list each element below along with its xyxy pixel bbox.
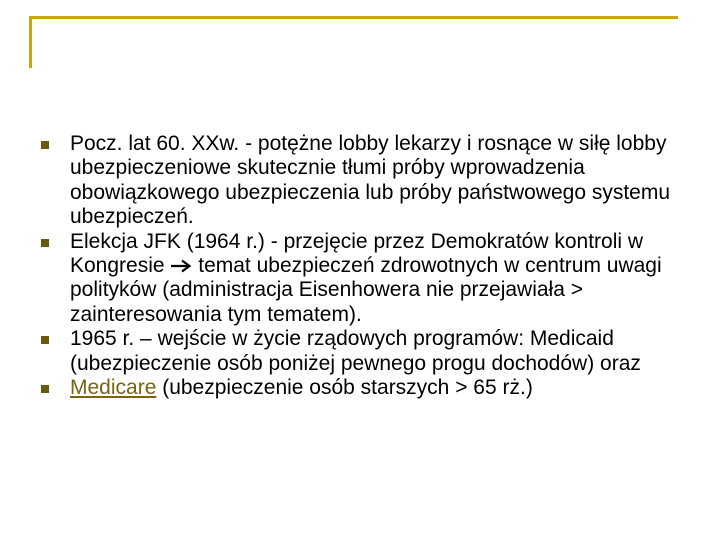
bullet-text: Pocz. lat 60. XXw. - potężne lobby lekarzy i rosnące w siłę lobby ubezpieczeniowe skutecznie tłumi próby wprowadzenia obowiązkowego ubezpieczenia lub próby państwowego systemu ubezpieczeń. <box>70 132 671 229</box>
bullet-item-2 <box>40 230 700 328</box>
bullet-text: 1965 r. – wejście w życie rządowych programów: Medicaid (ubezpieczenie osób poniżej pewnego progu dochodów) oraz <box>70 327 641 375</box>
square-bullet-icon <box>41 336 49 344</box>
square-bullet-icon <box>41 239 49 247</box>
bullet-text: temat ubezpieczeń zdrowotnych w centrum uwagi polityków (administracja Eisenhowera nie przejawiała > zainteresowania tym tematem). <box>70 254 662 326</box>
frame-left-rule <box>29 16 32 68</box>
medicare-link[interactable]: Medicare <box>70 376 157 400</box>
bullet-text: Elekcja JFK (1964 r.) - przejęcie przez Demokratów kontroli w Kongresie <box>70 229 644 278</box>
bullet-list <box>40 132 700 400</box>
square-bullet-icon <box>41 385 49 393</box>
bullet-text: (ubezpieczenie osób starszych > 65 rż.) <box>156 376 533 400</box>
square-bullet-icon <box>41 141 49 149</box>
bullet-item-1 <box>40 132 700 230</box>
bullet-item-3 <box>40 327 700 376</box>
right-arrow-icon <box>170 254 192 277</box>
bullet-item-4 <box>40 376 700 400</box>
frame-top-rule <box>29 16 678 19</box>
